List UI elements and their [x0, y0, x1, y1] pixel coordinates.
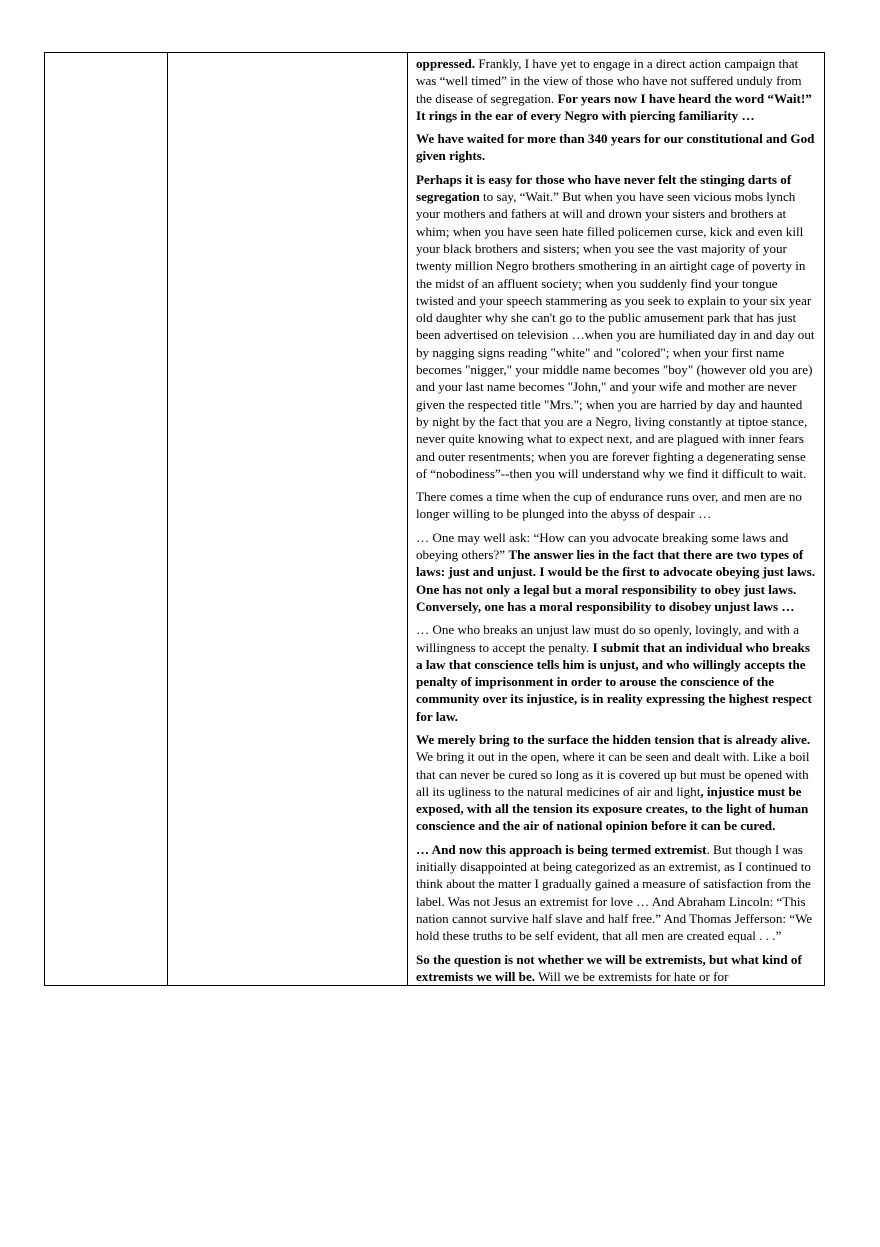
empty-cell-left	[45, 53, 168, 986]
text-bold: The answer lies in the fact that there are two types of laws: just and unjust. I would be the first to advocate obeying just laws. One has not only a legal but a moral responsibility to obey just laws. Conversely, one has a moral responsibility to disobey unjust laws …	[416, 547, 816, 614]
text-regular: … One who breaks an unjust law must do so openly, lovingly, and with a willingness to accept the penalty.	[416, 622, 800, 655]
paragraph	[416, 171, 816, 482]
text-regular: Will we be extremists for hate or for	[535, 968, 729, 984]
text-regular: We bring it out in the open, where it can be seen and dealt with. Like a boil that can never be cured so long as it is covered up but must be opened with all its ugliness to the natural medicines of air and light	[416, 749, 810, 799]
text-bold: So the question is not whether we will be extremists, but what kind of extremists we will be.	[416, 951, 802, 984]
paragraph	[416, 731, 816, 835]
empty-cell-middle	[168, 53, 408, 986]
text-bold: We have waited for more than 340 years for our constitutional and God given rights.	[416, 131, 815, 164]
text-regular: … One may well ask: “How can you advocate breaking some laws and obeying others?”	[416, 529, 789, 563]
text-bold: We merely bring to the surface the hidden tension that is already alive.	[416, 731, 811, 747]
paragraph	[416, 488, 816, 523]
text-bold: For years now I have heard the word “Wait!” It rings in the ear of every Negro with piercing familiarity …	[416, 90, 812, 123]
document-table	[44, 52, 825, 986]
paragraph	[416, 130, 816, 165]
paragraph	[416, 951, 816, 986]
table-row	[45, 53, 825, 986]
text-bold: , injustice must be exposed, with all the tension its exposure creates, to the light of human conscience and the air of national opinion before it can be cured.	[416, 783, 809, 834]
letter-excerpt	[408, 53, 824, 985]
text-regular: . But though I was initially disappointed at being categorized as an extremist, as I continued to think about the matter I gradually gained a measure of satisfaction from the label. Was not Jesus an extremist for love … And Abraham Lincoln: “This nation cannot survive half slave and half free.” And Thomas Jefferson: “We hold these truths to be self evident, that all men are created equal . . .”	[416, 841, 813, 944]
text-regular: There comes a time when the cup of endurance runs over, and men are no longer willing to be plunged into the abyss of despair …	[416, 489, 802, 522]
text-bold: oppressed.	[416, 56, 476, 71]
text-cell	[408, 53, 825, 986]
paragraph	[416, 529, 816, 615]
text-bold: I submit that an individual who breaks a law that conscience tells him is unjust, and who willingly accepts the penalty of imprisonment in order to arouse the conscience of the community over its injustice, is in reality expressing the highest respect for law.	[416, 639, 812, 724]
paragraph	[416, 621, 816, 725]
paragraph	[416, 55, 816, 124]
text-bold: … And now this approach is being termed extremist	[416, 841, 707, 857]
paragraph	[416, 841, 816, 945]
text-bold: Perhaps it is easy for those who have never felt the stinging darts of segregation	[416, 171, 792, 205]
text-regular: to say, “Wait.” But when you have seen vicious mobs lynch your mothers and fathers at will and drown your sisters and brothers at whim; when you have seen hate filled policemen curse, kick and even kill your black brothers and sisters; when you see the vast majority of your twenty million Negro brothers smothering in an airtight cage of poverty in the midst of an affluent society; when you suddenly find your tongue twisted and your speech stammering as you seek to explain to your six year old daughter why she can't go to the public amusement park that has just been advertised on television …when you are humiliated day in and day out by nagging signs reading "white" and "colored"; when your first name becomes "nigger," your middle name becomes "boy" (however old you are) and your last name becomes "John," and your wife and mother are never given the respected title "Mrs."; when you are harried by day and haunted by night by the fact that you are a Negro, living constantly at tiptoe stance, never quite knowing what to expect next, and are plagued with inner fears and outer resentments; when you are forever fighting a degenerating sense of “nobodiness”--then you will understand why we find it difficult to wait.	[416, 189, 815, 481]
text-regular: Frankly, I have yet to engage in a direct action campaign that was “well timed” in the view of those who have not suffered unduly from the disease of segregation.	[416, 56, 802, 106]
